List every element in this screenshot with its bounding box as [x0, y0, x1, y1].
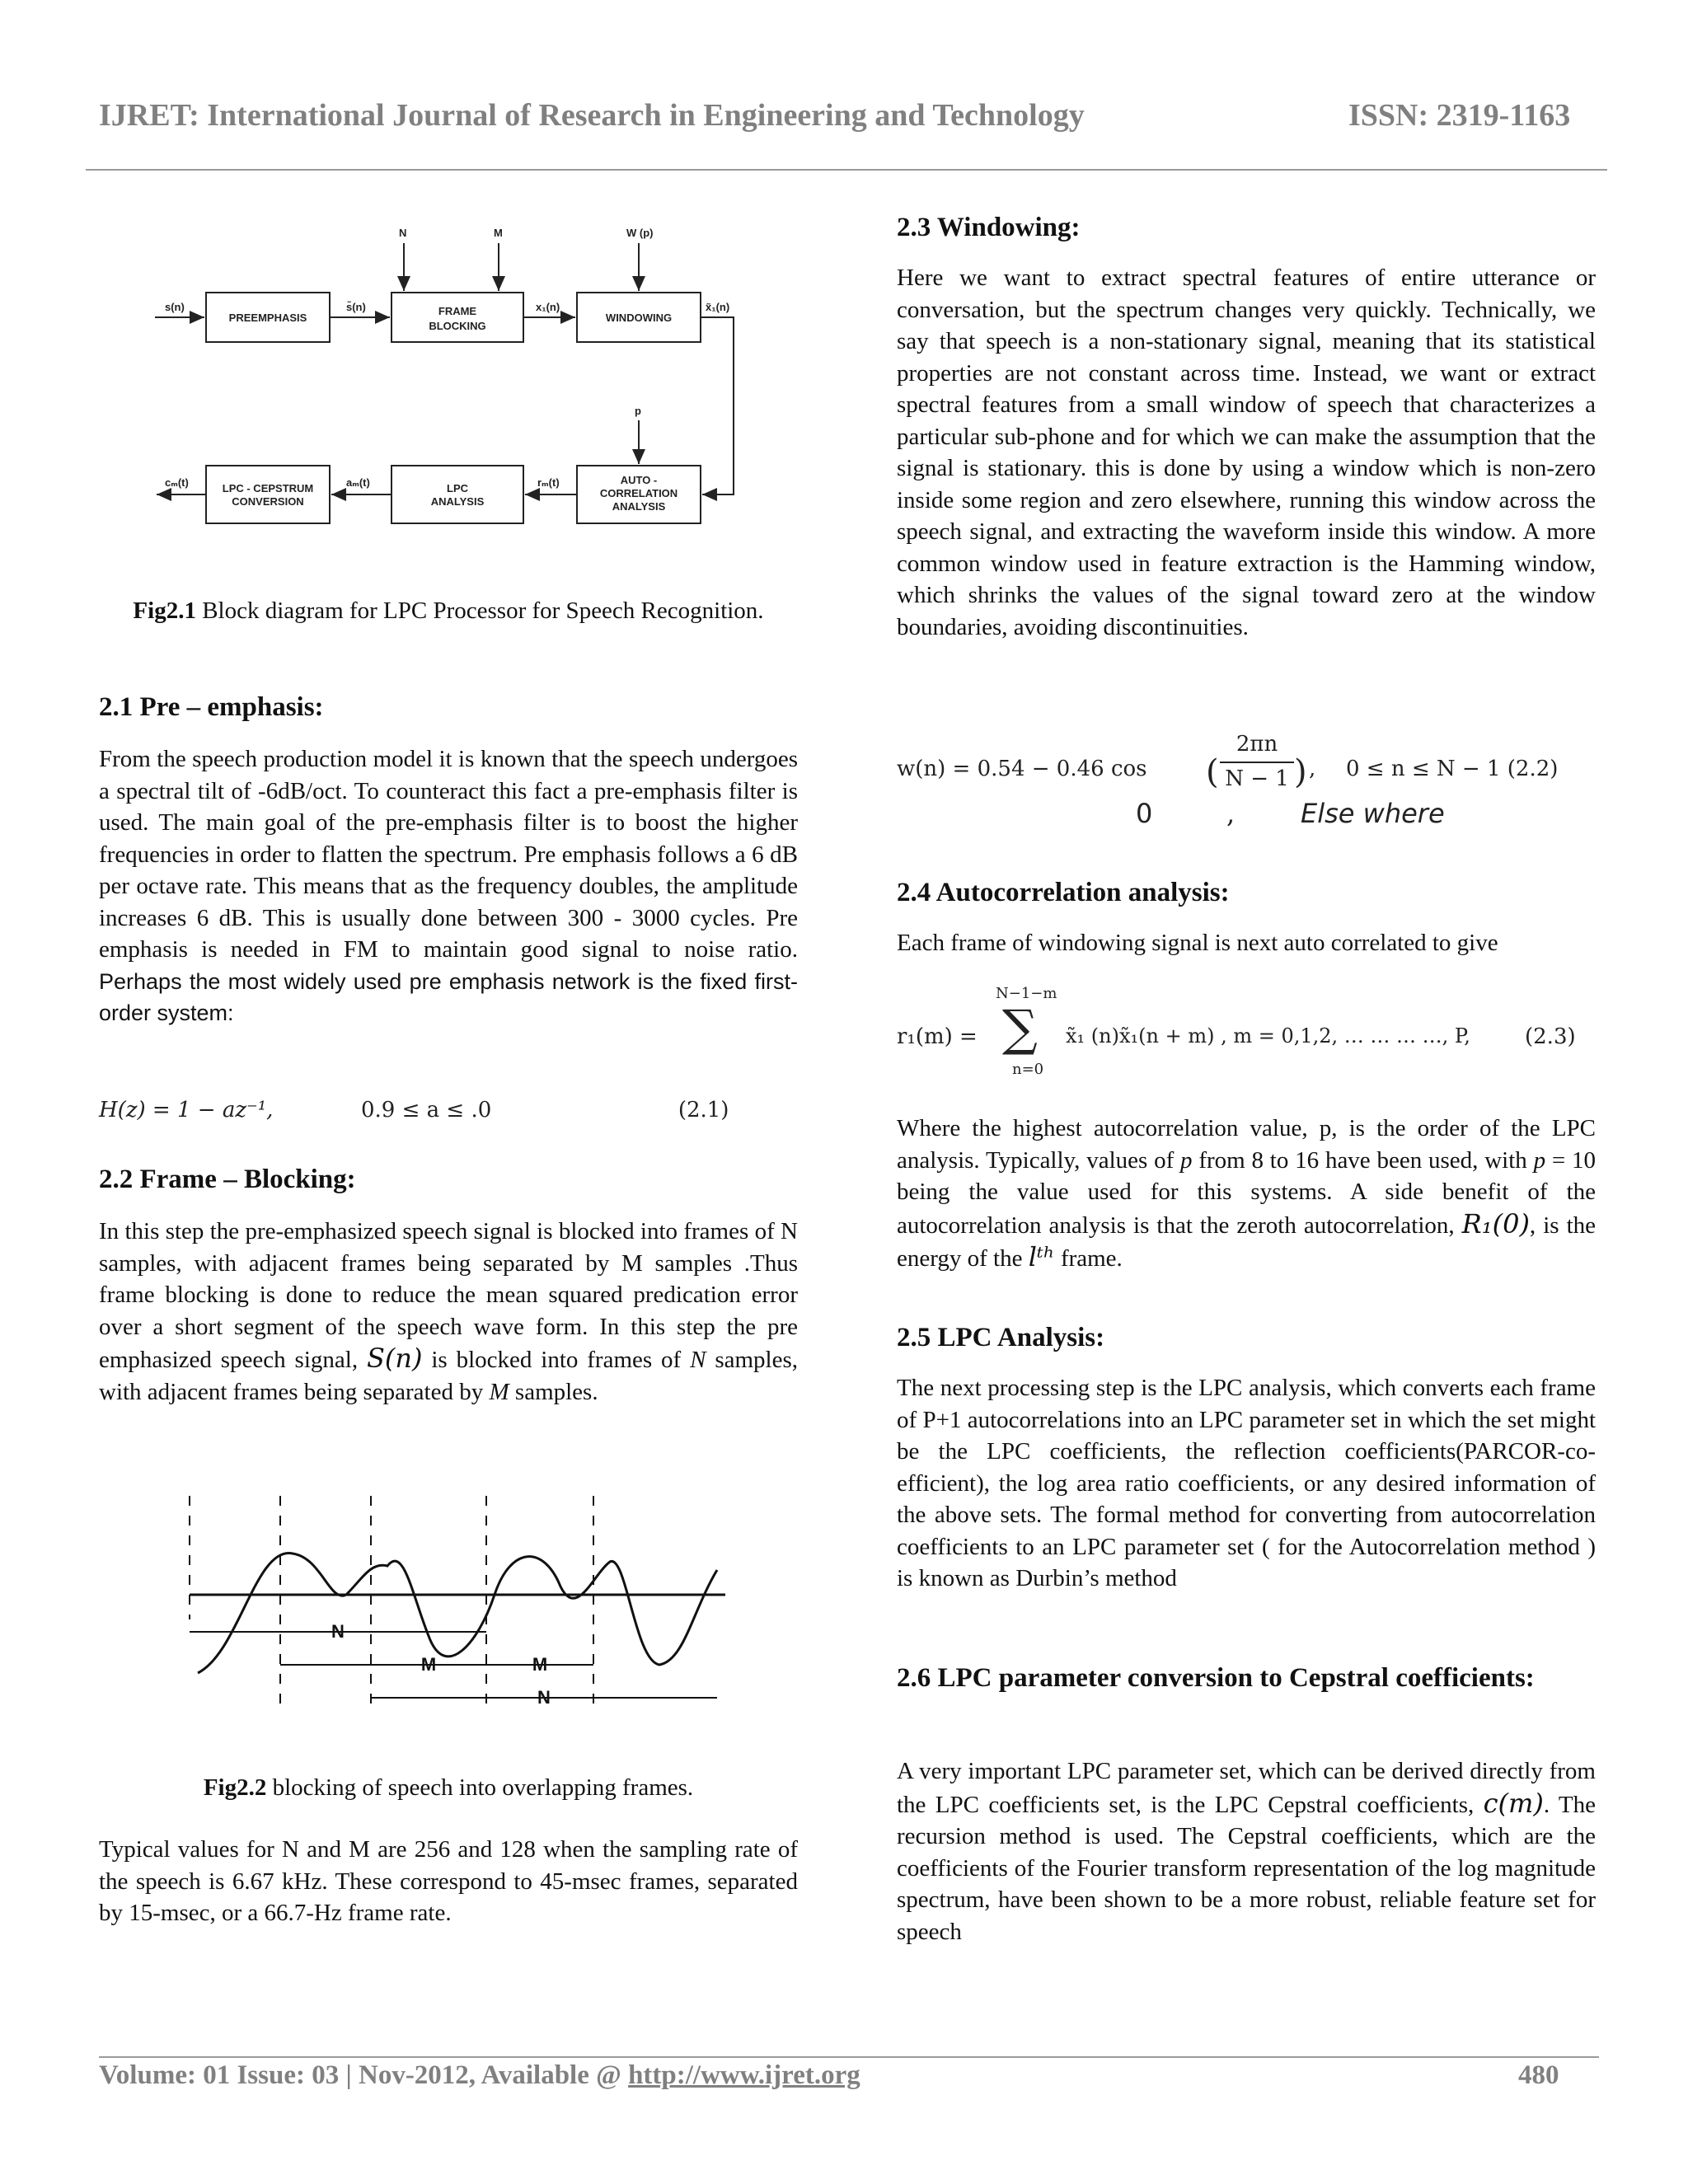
eq22-denominator: N − 1 — [1225, 766, 1289, 791]
fig22-label-m2: M — [532, 1654, 548, 1675]
label-sn: s(n) — [165, 301, 185, 313]
sec22-n: N — [690, 1347, 706, 1373]
label-p: p — [635, 405, 641, 417]
sec24-intro-text: Each frame of windowing signal is next auto correlated to give — [897, 930, 1498, 956]
sec22-body — [99, 1216, 798, 1408]
auto-analysis-label: ANALYSIS — [612, 500, 666, 513]
eq23-num: (2.3) — [1525, 1024, 1576, 1049]
sec24-text-e: frame. — [1060, 1245, 1123, 1272]
label-xtl: x̃₁(n) — [706, 301, 730, 313]
sec24-text-c: = 10 being the value used for this systems. A side benefit of the autocorrelation analysis is that the zeroth autocorrelation, — [897, 1146, 1597, 1239]
label-xl: x₁(n) — [536, 301, 560, 313]
eq22-else: Else where — [1301, 798, 1445, 829]
frame-blocking-block — [392, 293, 523, 342]
eq22-cond: 0 ≤ n ≤ N − 1 (2.2) — [1346, 757, 1559, 781]
sec23-heading: 2.3 Windowing: — [897, 213, 1081, 242]
eq22-lhs: w(n) = 0.54 − 0.46 cos — [897, 757, 1147, 781]
fig21-caption-text: Block diagram for LPC Processor for Speech Recognition. — [195, 598, 764, 624]
typical-values-text: Typical values for N and M are 256 and 128 when the sampling rate of the speech is 6.67 kHz. These correspond to 45-msec frames, separated by 15-msec, or a 66.7-Hz frame rate. — [99, 1836, 798, 1926]
frame-label: FRAME — [438, 305, 477, 317]
sec21-body — [99, 743, 798, 1029]
sec22-text-b: is blocked into frames of — [431, 1347, 682, 1373]
sec26-heading: 2.6 LPC parameter conversion to Cepstral coefficients: — [897, 1663, 1535, 1693]
sec24-text-b: from 8 to 16 have been used, with — [1198, 1146, 1527, 1174]
sec26-body — [897, 1755, 1596, 1947]
sec22-heading: 2.2 Frame – Blocking: — [99, 1165, 356, 1194]
sec21-text-sans: Perhaps the most widely used pre emphasis network is the fixed first-order system: — [99, 968, 798, 1025]
sec25-heading: 2.5 LPC Analysis: — [897, 1323, 1105, 1352]
label-a: aₘ(t) — [346, 476, 370, 489]
eq23-top: N−1−m — [996, 985, 1057, 1002]
lpc-analysis-block — [392, 466, 523, 523]
eq21-lhs: H(z) = 1 − az⁻¹, — [99, 1098, 274, 1122]
footer-volume: Volume: 01 Issue: 03 | Nov-2012, Available @ — [99, 2060, 629, 2090]
r0-symbol: R₁(0) — [1461, 1207, 1530, 1240]
lpc-label: LPC — [447, 482, 468, 494]
footer-rule — [99, 2056, 1599, 2058]
sec25-body — [897, 1372, 1596, 1595]
eq22-fraction-bar — [1220, 762, 1294, 763]
label-wp: W (p) — [626, 227, 654, 239]
sec25-text: The next processing step is the LPC analysis, which converts each frame of P+1 autocorrelations into an LPC parameter set in which the set might be the LPC coefficients, the reflection coefficients(PARCOR-co-efficient), the log area ratio coefficients, or any desired information of the above sets. The formal method for converting from autocorrelation coefficients to an LPC parameter set ( for the Autocorrelation method ) is known as Durbin’s method — [897, 1375, 1596, 1591]
eq22-comma: , — [1226, 798, 1236, 829]
issn: ISSN: 2319-1163 — [1348, 98, 1571, 133]
fig21-caption-label: Fig2.1 — [133, 598, 196, 624]
fig22-caption — [99, 1772, 798, 1803]
fig22-frame-blocking — [148, 1496, 750, 1743]
eq22-zero: 0 — [1136, 798, 1153, 829]
fig22-caption-label: Fig2.2 — [203, 1774, 267, 1801]
eq22-paren-open: ( — [1206, 753, 1219, 791]
sec26-heading-block — [897, 1652, 1596, 1704]
correlation-label: CORRELATION — [599, 487, 678, 499]
sec22-m: M — [489, 1378, 509, 1405]
typical-values-paragraph — [99, 1834, 798, 1929]
sn-symbol: S(n) — [366, 1343, 423, 1374]
sec24-body — [897, 1113, 1596, 1275]
journal-title: IJRET: International Journal of Research in Engineering and Technology — [99, 98, 1085, 133]
sec26-text-a: A very important LPC parameter set, which can be derived directly from the LPC coefficients set, is the LPC Cepstral coefficients, — [897, 1758, 1596, 1818]
fig21-block-diagram — [148, 218, 758, 540]
fig22-caption-text: blocking of speech into overlapping frames. — [266, 1774, 694, 1801]
sec23-text: Here we want to extract spectral features of entire utterance or conversation, but the spectrum changes very quickly. Technically, we say that speech is a non-stationary signal, meaning that its statistical properties are not constant across time. Instead, we want or extract spectral features from a small window of speech that characterizes a particular sub-phone and for which we can make the assumption that the signal is stationary. this is done by using a window which is non-zero inside some region and zero elsewhere, running this window across the speech signal, and extracting the waveform inside this window. A more common window used in feature extraction is the Hamming window, which shrinks the values of the signal toward zero at the window boundaries, avoiding discontinuities. — [897, 265, 1596, 640]
lpc-cepstrum-label: LPC - CEPSTRUM — [222, 482, 314, 494]
eq23-body: x̃₁ (n)x̃₁(n + m) , m = 0,1,2, … … … …, P, — [1066, 1024, 1470, 1047]
sec22-text-a: In this step the pre-emphasized speech signal is blocked into frames of N samples, with adjacent frames being separated by M samples .Thus frame blocking is done to reduce the mean squared predication error over a short segment of the speech wave form. In this step the pre emphasized speech signal, — [99, 1218, 798, 1373]
sec23-body — [897, 262, 1596, 643]
fig22-label-n1: N — [331, 1621, 345, 1642]
sec24-text-a: Where the highest autocorrelation value, p, is the order of the LPC analysis. Typically, values of — [897, 1115, 1596, 1174]
label-n: N — [399, 227, 407, 239]
fig22-label-m1: M — [420, 1654, 437, 1675]
analysis-label: ANALYSIS — [430, 495, 485, 508]
eq21-num: (2.1) — [678, 1098, 729, 1122]
fig22-label-n2: N — [537, 1687, 551, 1708]
sec21-text: From the speech production model it is known that the speech undergoes a spectral tilt of -6dB/oct. To counteract this fact a pre-emphasis filter is used. The main goal of the pre-emphasis filter is to boost the higher frequencies in order to flatten the spectrum. Pre emphasis follows a 6 dB per octave rate. This means that as the frequency doubles, the amplitude increases 6 dB. This is usually done between 300 - 3000 cycles. Pre emphasis is needed in FM to maintain good signal to noise ratio. — [99, 746, 798, 963]
eq23-lhs: r₁(m) = — [897, 1024, 978, 1049]
sec24-text-d: , is the energy of the — [897, 1212, 1597, 1272]
eq23-bot: n=0 — [1012, 1061, 1044, 1078]
windowing-label: WINDOWING — [605, 312, 673, 324]
eq23-sigma: ∑ — [1002, 1000, 1038, 1057]
sec21-heading: 2.1 Pre – emphasis: — [99, 692, 324, 722]
label-stilde: s̃(n) — [346, 301, 366, 313]
eq23 — [897, 985, 1597, 1084]
footer-link[interactable]: http://www.ijret.org — [628, 2060, 860, 2090]
label-r: rₘ(t) — [537, 476, 560, 489]
eq21-cond: 0.9 ≤ a ≤ .0 — [360, 1098, 492, 1122]
auto-label: AUTO - — [620, 474, 658, 486]
preemphasis-label: PREEMPHASIS — [228, 312, 307, 324]
sec22-text-d: samples. — [514, 1378, 598, 1405]
sec24-intro — [897, 927, 1596, 959]
sec24-p1: p — [1180, 1146, 1193, 1174]
eq21 — [99, 1098, 729, 1122]
header-rule — [86, 169, 1607, 171]
fig21-caption — [99, 595, 798, 626]
sec24-heading: 2.4 Autocorrelation analysis: — [897, 878, 1230, 907]
sec22-text-c: samples, with adjacent frames being separated by — [99, 1347, 799, 1405]
sec26-text-b: . The recursion method is used. The Cepstral coefficients, which are the coefficients of the Fourier transform representation of the log magnitude spectrum, have been shown to be a more robust, reliable feature set for speech — [897, 1791, 1596, 1945]
blocking-label: BLOCKING — [429, 320, 486, 332]
eq22-paren-close: ) — [1294, 753, 1307, 791]
page-number: 480 — [1518, 2060, 1559, 2090]
lpc-cepstrum-block — [206, 466, 330, 523]
lth-symbol: lᵗʰ — [1028, 1241, 1055, 1272]
label-c: cₘ(t) — [165, 476, 189, 489]
sec24-p2: p — [1533, 1146, 1546, 1174]
label-m: M — [494, 227, 503, 239]
cm-symbol: c(m) — [1483, 1787, 1544, 1819]
eq22-numerator: 2πn — [1236, 732, 1278, 757]
conversion-label: CONVERSION — [232, 495, 304, 508]
footer-text — [99, 2060, 860, 2091]
